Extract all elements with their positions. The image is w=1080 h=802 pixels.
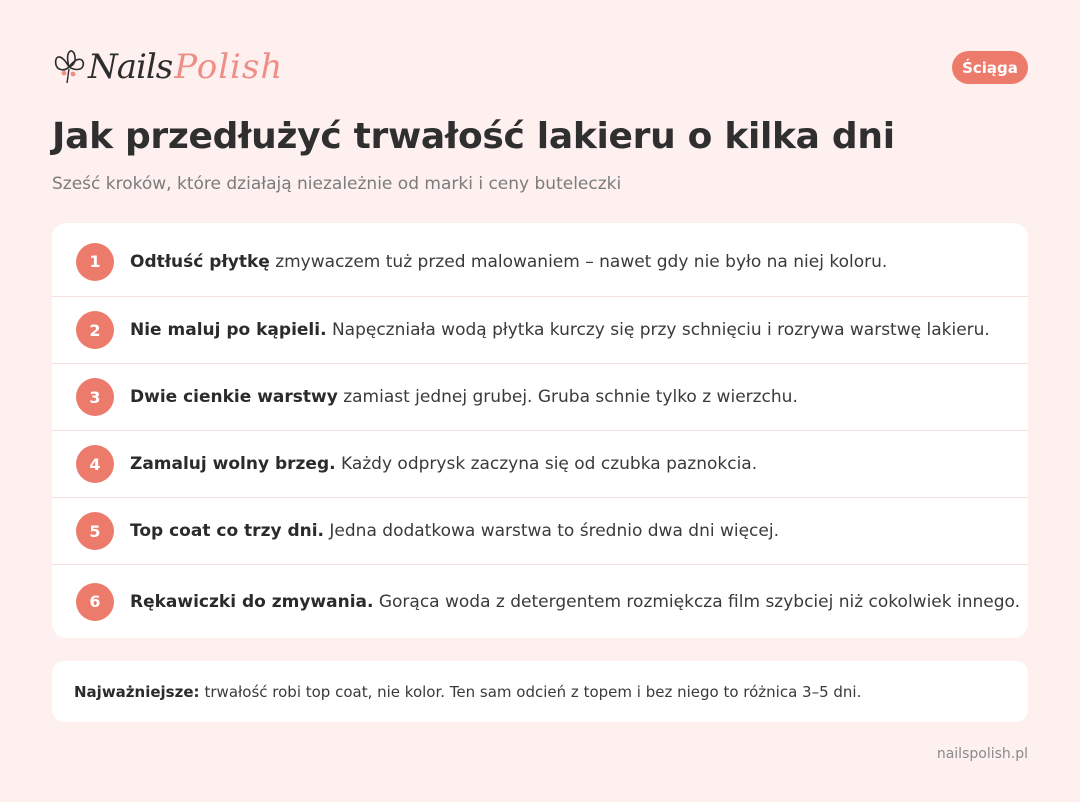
brand-name-part1: Nails xyxy=(88,47,173,87)
step-number-badge: 5 xyxy=(76,512,114,550)
step-number-badge: 3 xyxy=(76,378,114,416)
step-item xyxy=(52,565,1028,638)
step-text xyxy=(130,252,887,272)
step-description: zmywaczem tuż przed malowaniem – nawet gdy nie było na niej koloru. xyxy=(269,251,888,272)
brand-name-part2: Polish xyxy=(174,47,284,87)
step-text xyxy=(130,592,1020,612)
cheat-sheet-badge: Ściąga xyxy=(952,51,1028,84)
step-text xyxy=(130,320,990,340)
step-item xyxy=(52,431,1028,498)
step-number-badge: 6 xyxy=(76,583,114,621)
page-title: Jak przedłużyć trwałość lakieru o kilka dni xyxy=(52,116,895,157)
step-heading: Nie maluj po kąpieli. xyxy=(130,320,327,340)
step-heading: Top coat co trzy dni. xyxy=(130,521,325,541)
step-description: Jedna dodatkowa warstwa to średnio dwa dni więcej. xyxy=(324,521,779,541)
steps-list xyxy=(52,223,1028,638)
step-item xyxy=(52,498,1028,565)
step-description: Napęczniała wodą płytka kurczy się przy schnięciu i rozrywa warstwę lakieru. xyxy=(326,320,990,340)
step-description: Każdy odprysk zaczyna się od czubka paznokcia. xyxy=(335,454,758,474)
page-subtitle: Sześć kroków, które działają niezależnie od marki i ceny buteleczki xyxy=(52,174,622,194)
step-heading: Zamaluj wolny brzeg. xyxy=(130,454,336,474)
key-takeaway-note xyxy=(52,661,1028,722)
step-text xyxy=(130,521,779,541)
step-number-badge: 2 xyxy=(76,311,114,349)
brand-logo[interactable] xyxy=(52,42,292,92)
note-text: trwałość robi top coat, nie kolor. Ten sam odcień z topem i bez niego to różnica 3–5 dni. xyxy=(204,682,862,701)
step-description: Gorąca woda z detergentem rozmiękcza film szybciej niż cokolwiek innego. xyxy=(373,591,1021,612)
step-number-badge: 1 xyxy=(76,243,114,281)
step-heading: Rękawiczki do zmywania. xyxy=(130,591,374,612)
step-text xyxy=(130,387,798,407)
step-item xyxy=(52,364,1028,431)
step-number-badge: 4 xyxy=(76,445,114,483)
step-heading: Dwie cienkie warstwy xyxy=(130,387,338,407)
step-item xyxy=(52,297,1028,364)
step-heading: Odtłuść płytkę xyxy=(130,251,270,272)
nail-polish-logo-icon xyxy=(52,47,86,87)
step-description: zamiast jednej grubej. Gruba schnie tylko z wierzchu. xyxy=(337,387,798,407)
step-text xyxy=(130,454,757,474)
step-item xyxy=(52,223,1028,297)
note-label: Najważniejsze: xyxy=(74,682,200,701)
footer-site-url[interactable]: nailspolish.pl xyxy=(936,746,1028,762)
